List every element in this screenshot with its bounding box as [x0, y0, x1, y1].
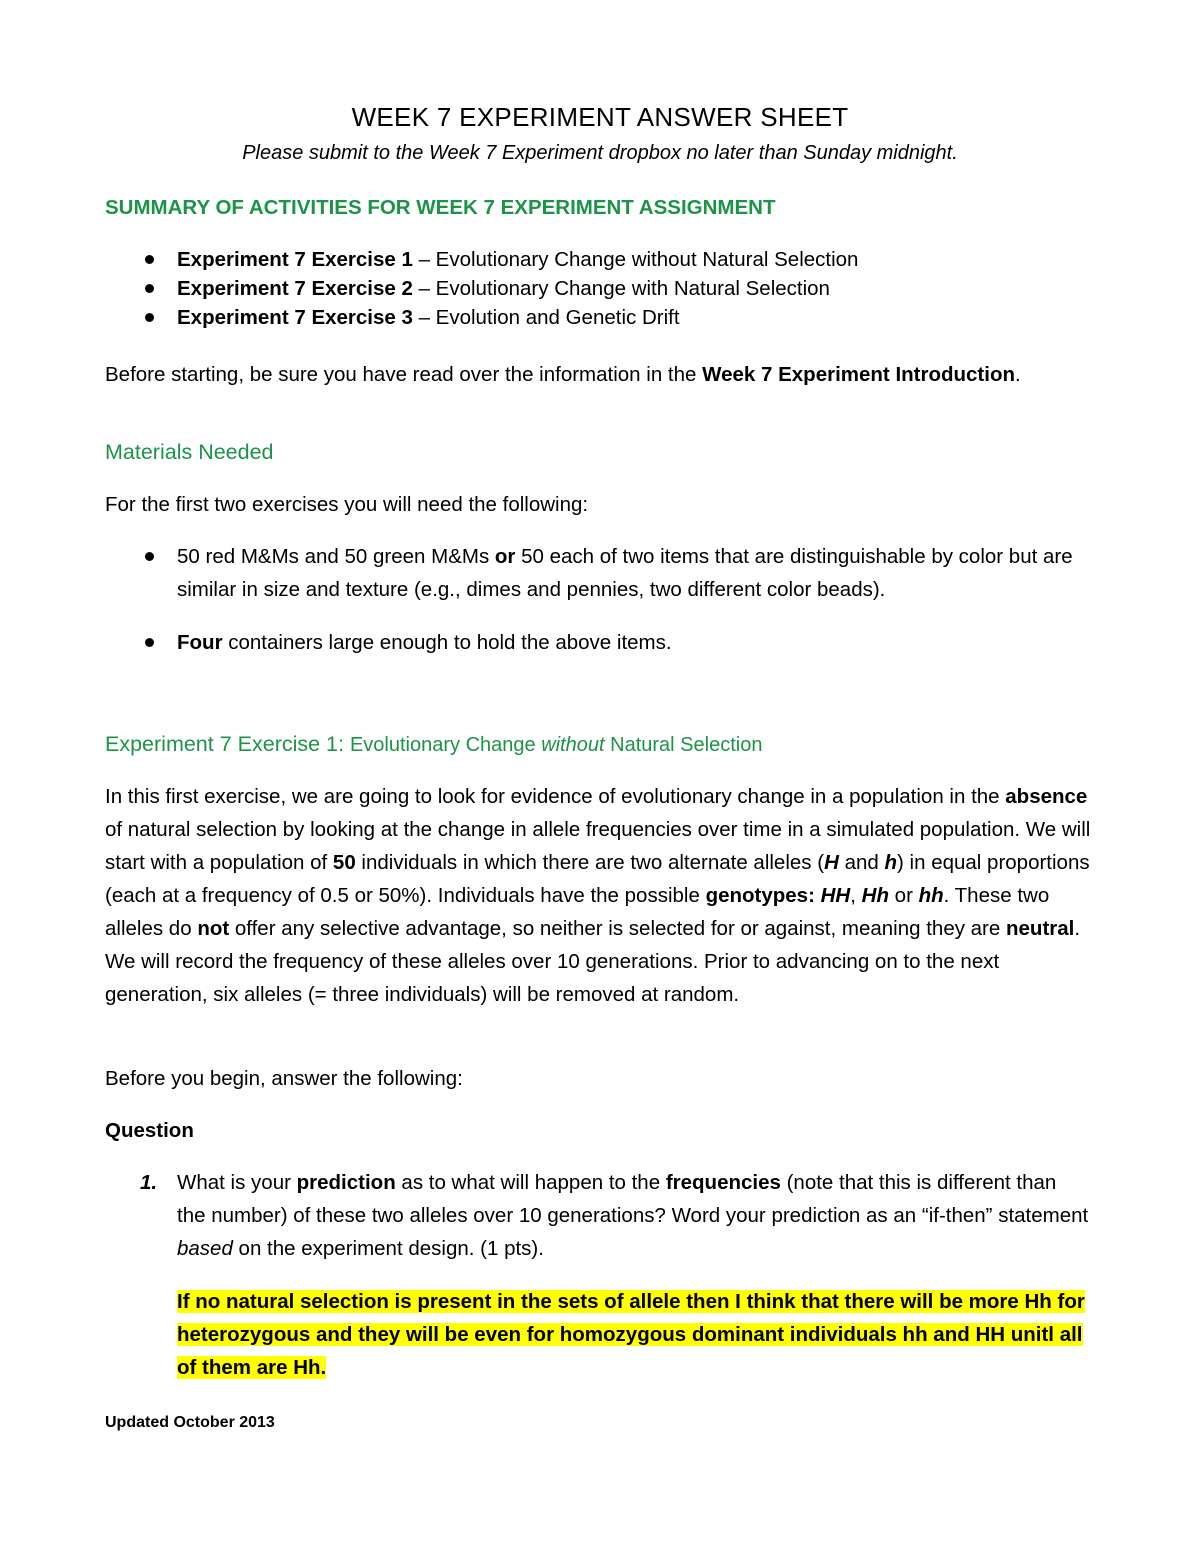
materials-intro: For the first two exercises you will need the following: — [105, 493, 589, 516]
question-1 — [140, 1166, 1090, 1265]
answer-text: If no natural selection is present in the sets of allele then I think that there will be more Hh for heterozygous and they will be even for homozygous dominant individuals hh and HH unitl all of them are Hh. — [177, 1290, 1085, 1379]
question-label: Question — [105, 1119, 194, 1142]
page-title: WEEK 7 EXPERIMENT ANSWER SHEET — [351, 102, 849, 132]
footer-updated: Updated October 2013 — [105, 1414, 275, 1431]
list-item: Experiment 7 Exercise 2 – Evolutionary Change with Natural Selection — [105, 272, 858, 301]
list-item: 50 red M&Ms and 50 green M&Ms or 50 each of two items that are distinguishable by color but are similar in size and texture (e.g., dimes and pennies, two different color beads). — [105, 540, 1095, 606]
exercise1-paragraph: In this first exercise, we are going to look for evidence of evolutionary change in a population in the absence of natural selection by looking at the change in allele frequencies over time in a simulated population. We will start with a population of 50 individuals in which there are two alternate alleles (H and h) in equal proportions (each at a frequency of 0.5 or 50%). Individuals have the possible genotypes: HH, Hh or hh. These two alleles do not offer any selective advantage, so neither is selected for or against, meaning they are neutral. We will record the frequency of these alleles over 10 generations. Prior to advancing on to the next generation, six alleles (= three individuals) will be removed at random. — [105, 785, 1091, 1006]
before-begin: Before you begin, answer the following: — [105, 1067, 463, 1090]
bullet-icon — [145, 284, 154, 293]
materials-list — [105, 540, 1095, 659]
question-number: 1. — [140, 1171, 158, 1194]
page-subtitle: Please submit to the Week 7 Experiment dropbox no later than Sunday midnight. — [242, 142, 958, 164]
list-item: Four containers large enough to hold the above items. — [105, 626, 1095, 659]
summary-list — [105, 243, 858, 330]
list-item: Experiment 7 Exercise 1 – Evolutionary Change without Natural Selection — [105, 243, 858, 272]
intro-paragraph: Before starting, be sure you have read over the information in the Week 7 Experiment Introduction. — [105, 363, 1021, 386]
bullet-icon — [145, 552, 154, 561]
exercise1-heading: Experiment 7 Exercise 1: Evolutionary Change without Natural Selection — [105, 732, 763, 756]
list-item: Experiment 7 Exercise 3 – Evolution and Genetic Drift — [105, 301, 858, 330]
summary-heading: SUMMARY OF ACTIVITIES FOR WEEK 7 EXPERIMENT ASSIGNMENT — [105, 196, 776, 219]
bullet-icon — [145, 638, 154, 647]
bullet-icon — [145, 255, 154, 264]
bullet-icon — [145, 313, 154, 322]
question-text: What is your prediction as to what will happen to the frequencies (note that this is different than the number) of these two alleles over 10 generations? Word your prediction as an “if-then” statement based on the experiment design. (1 pts). — [177, 1171, 1089, 1260]
materials-heading: Materials Needed — [105, 440, 274, 464]
